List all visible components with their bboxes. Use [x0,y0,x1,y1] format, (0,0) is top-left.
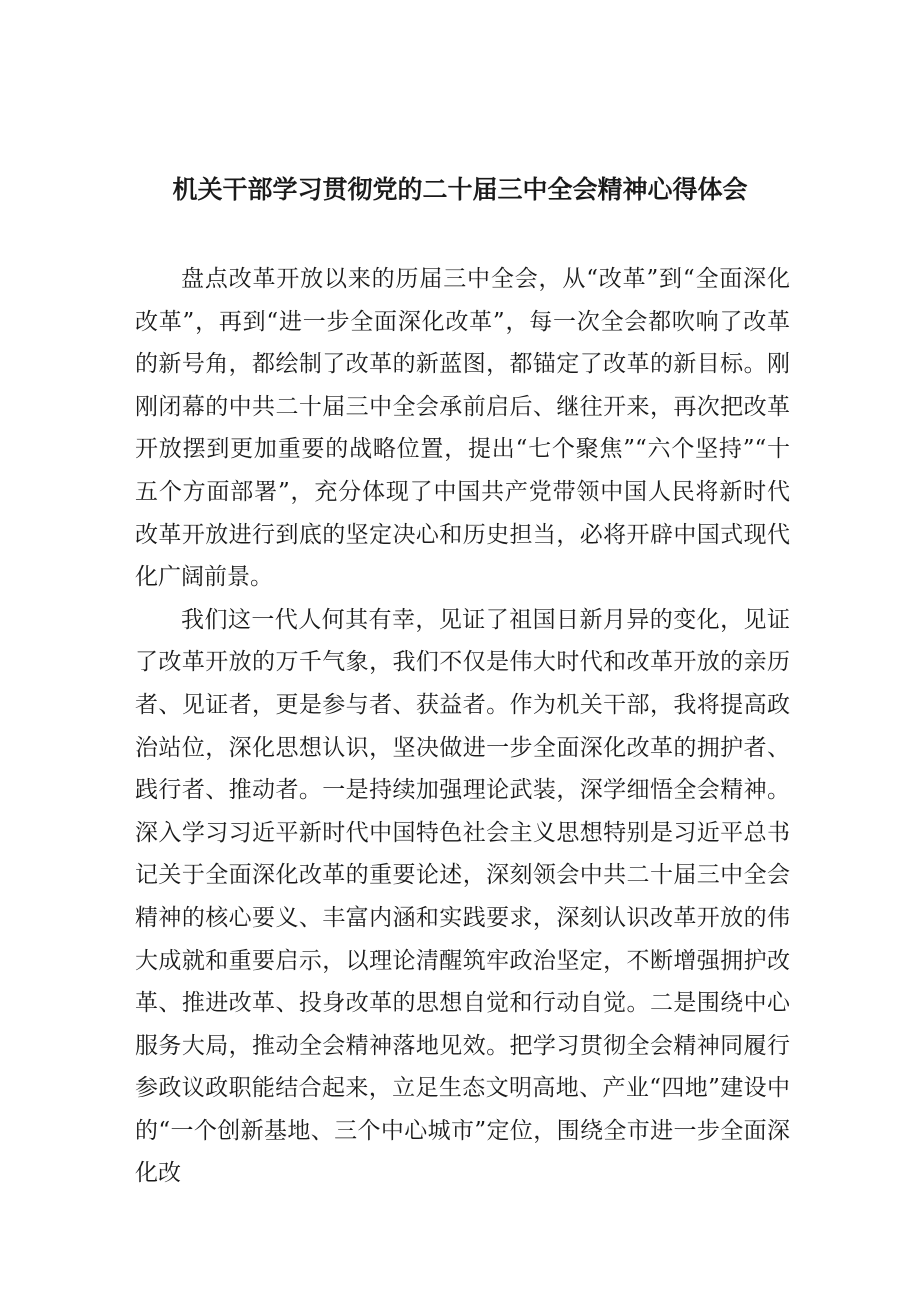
paragraph-2: 我们这一代人何其有幸，见证了祖国日新月异的变化，见证了改革开放的万千气象，我们不仅是伟大时代和改革开放的亲历者、见证者，更是参与者、获益者。作为机关干部，我将提高政治站位，深化思想认识，坚决做进一步全面深化改革的拥护者、践行者、推动者。一是持续加强理论武装，深学细悟全会精神。深入学习习近平新时代中国特色社会主义思想特别是习近平总书记关于全面深化改革的重要论述，深刻领会中共二十届三中全会精神的核心要义、丰富内涵和实践要求，深刻认识改革开放的伟大成就和重要启示，以理论清醒筑牢政治坚定，不断增强拥护改革、推进改革、投身改革的思想自觉和行动自觉。二是围绕中心服务大局，推动全会精神落地见效。把学习贯彻全会精神同履行参政议政职能结合起来，立足生态文明高地、产业“四地”建设中的“一个创新基地、三个中心城市”定位，围绕全市进一步全面深化改 [135,606,790,1187]
paragraph-1: 盘点改革开放以来的历届三中全会，从“改革”到“全面深化改革”，再到“进一步全面深化改革”，每一次全会都吹响了改革的新号角，都绘制了改革的新蓝图，都锚定了改革的新目标。刚刚闭幕的中共二十届三中全会承前启后、继往开来，再次把改革开放摆到更加重要的战略位置，提出“七个聚焦”“六个坚持”“十五个方面部署”，充分体现了中国共产党带领中国人民将新时代改革开放进行到底的坚定决心和历史担当，必将开辟中国式现代化广阔前景。 [135,266,790,591]
document-title: 机关干部学习贯彻党的二十届三中全会精神心得体会 [172,175,748,204]
document-body [135,258,790,1195]
